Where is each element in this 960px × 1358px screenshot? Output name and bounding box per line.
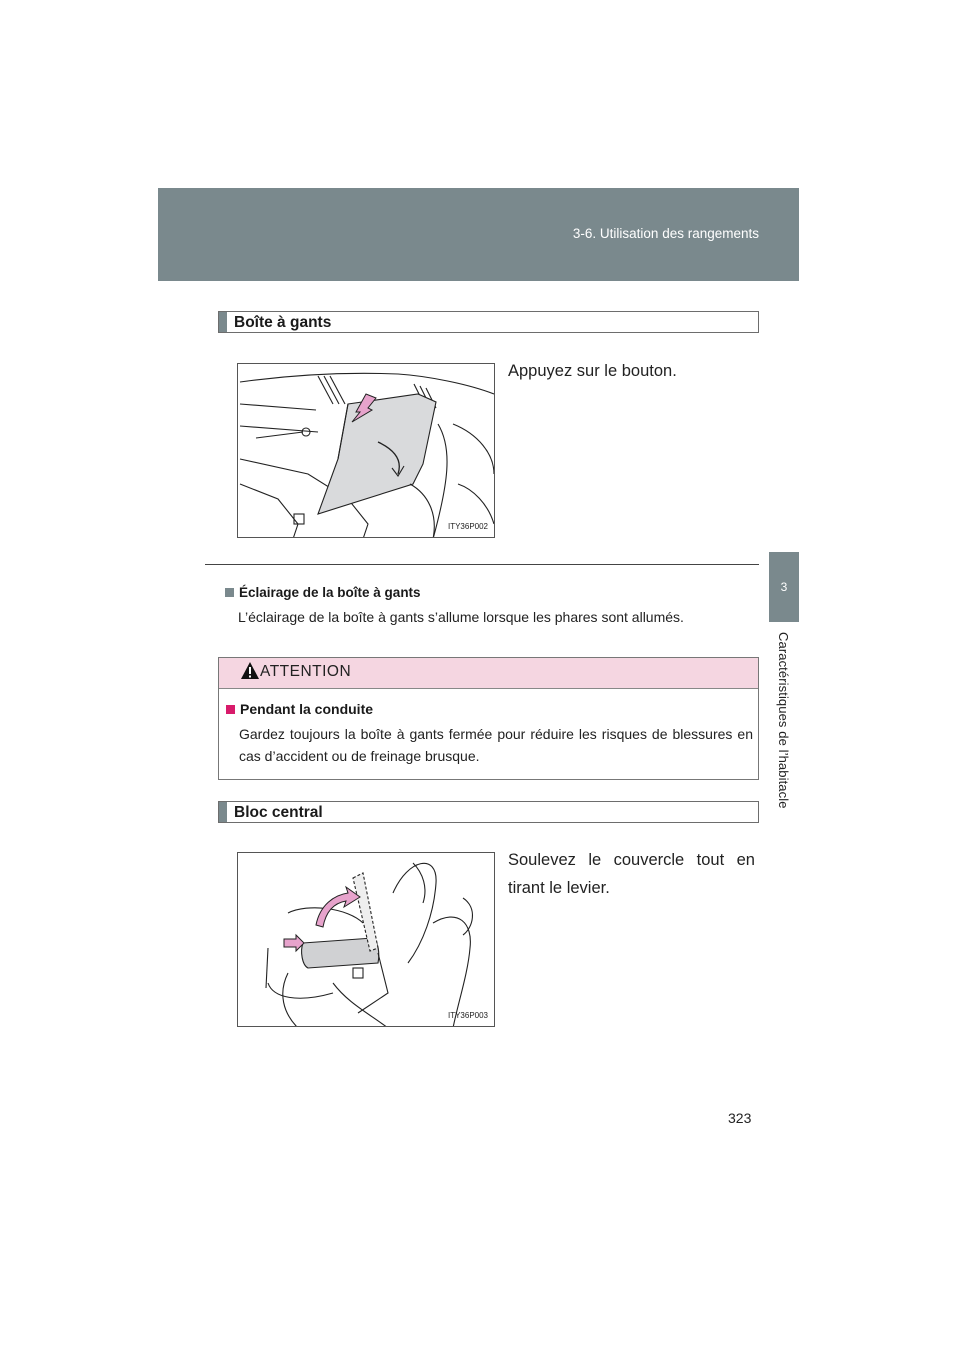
heading-bar	[219, 802, 227, 822]
instruction-console: Soulevez le couvercle tout en tirant le levier.	[508, 851, 755, 897]
figure-code: ITY36P002	[447, 522, 488, 531]
glovebox-illustration	[238, 364, 495, 538]
note-title-text: Éclairage de la boîte à gants	[239, 585, 421, 600]
section-heading-text: Boîte à gants	[234, 314, 332, 331]
warning-header	[219, 658, 758, 689]
console-illustration	[238, 853, 495, 1027]
heading-bar	[219, 312, 227, 332]
note-body: L’éclairage de la boîte à gants s’allume lorsque les phares sont allumés.	[238, 609, 684, 625]
warning-box	[218, 657, 759, 780]
warning-label: ATTENTION	[260, 663, 352, 680]
chapter-header-band	[158, 188, 799, 281]
figure-console	[237, 852, 495, 1027]
chapter-side-label: Caractéristiques de l’habitacle	[776, 632, 791, 809]
instruction-glovebox: Appuyez sur le bouton.	[508, 362, 677, 380]
warning-title-text: Pendant la conduite	[240, 701, 374, 717]
square-bullet-icon	[225, 588, 234, 597]
square-bullet-icon	[226, 705, 235, 714]
page-number: 323	[728, 1110, 752, 1126]
note-title	[225, 585, 421, 600]
warning-triangle-icon	[240, 661, 260, 681]
warning-title	[226, 701, 373, 717]
divider	[205, 564, 759, 565]
figure-glovebox	[237, 363, 495, 538]
chapter-side-tab	[769, 552, 799, 622]
chapter-title: 3-6. Utilisation des rangements	[572, 226, 759, 241]
chapter-number: 3	[780, 580, 788, 594]
section-heading-glovebox	[218, 311, 759, 333]
warning-body: Gardez toujours la boîte à gants fermée pour réduire les risques de blessures en cas d’accident ou de freinage brusque.	[239, 726, 753, 764]
section-heading-text: Bloc central	[234, 804, 323, 821]
section-heading-console	[218, 801, 759, 823]
figure-code: ITY36P003	[447, 1011, 488, 1020]
